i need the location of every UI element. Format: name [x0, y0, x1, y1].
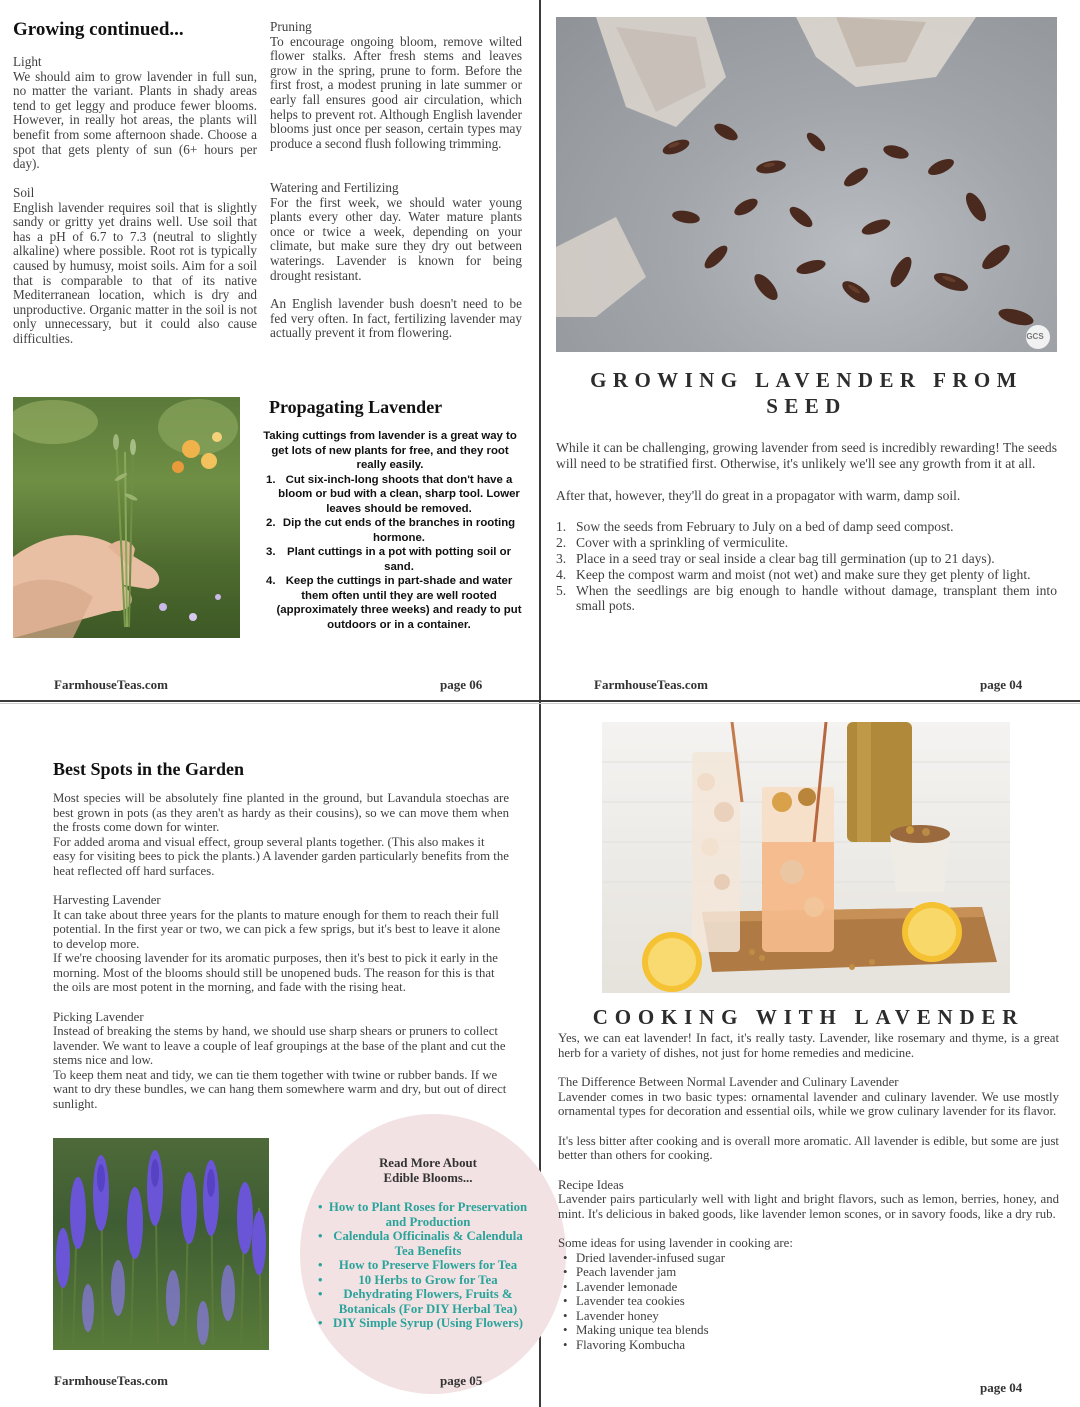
step-text: Keep the cuttings in part-shade and water them often until they are well rooted (approximately three weeks) and ready to put outdoors or in a container.	[276, 575, 522, 631]
seed-steps	[556, 519, 1057, 614]
bullet-icon: •	[318, 1272, 323, 1287]
step-number: 4.	[266, 575, 276, 587]
seed-step	[556, 519, 1057, 535]
best-spots-para-2: For added aroma and visual effect, group several plants together. (This also makes it easy for visiting bees to pick the plants.) A lavender garden particularly benefits from the heat reflected off hard surfaces.	[53, 834, 509, 878]
propagating-intro: Taking cuttings from lavender is a great way to get lots of new plants for free, and they root really easily.	[263, 430, 517, 471]
step-text: Cover with a sprinkling of vermiculite.	[576, 535, 789, 551]
footer-page-number: page 04	[980, 677, 1023, 692]
step-number: 3.	[266, 546, 276, 558]
propagating-step	[256, 473, 524, 517]
watering-text: For the first week, we should water young plants every other day. Water mature plants once or twice a week, depending on your climate, but make sure they dry out between waterings. Lavender is known for being drought resistant.	[270, 194, 522, 283]
link-text[interactable]: 10 Herbs to Grow for Tea	[358, 1272, 498, 1287]
step-text: Plant cuttings in a pot with potting soil or sand.	[287, 546, 511, 573]
read-more-link[interactable]	[318, 1272, 528, 1288]
pruning-heading: Pruning	[270, 19, 312, 34]
footer-site: FarmhouseTeas.com	[54, 677, 168, 692]
page-divider-horizontal-shadow	[0, 703, 1080, 704]
step-number: 2.	[556, 535, 567, 551]
read-more-box	[318, 1156, 528, 1331]
photo-watermark: GCS	[1026, 332, 1044, 341]
seed-section-title: GROWING LAVENDER FROM SEED	[590, 368, 1023, 418]
picking-heading: Picking Lavender	[53, 1009, 144, 1024]
link-text[interactable]: How to Plant Roses for Preservation and Production	[328, 1200, 528, 1229]
step-text: Cut six-inch-long shoots that don't have a bloom or bud with a clean, sharp tool. Lower leaves should be removed.	[278, 473, 520, 515]
propagating-step	[256, 574, 524, 632]
cooking-idea: • Dried lavender-infused sugar	[558, 1251, 1059, 1266]
cooking-idea: • Making unique tea blends	[558, 1323, 1059, 1338]
watering-heading: Watering and Fertilizing	[270, 180, 399, 195]
footer-page-number: page 06	[440, 677, 483, 692]
picking-para-1: Instead of breaking the stems by hand, we should use sharp shears or pruners to collect lavender. We want to leave a couple of leaf groupings at the base of the plant and cut the stems nice and low.	[53, 1024, 506, 1067]
bullet-icon: •	[318, 1316, 323, 1330]
link-text[interactable]: Calendula Officinalis & Calendula Tea Benefits	[333, 1229, 523, 1258]
pruning-section	[270, 20, 522, 151]
page-divider-horizontal	[0, 700, 1080, 702]
recipe-heading: Recipe Ideas	[558, 1177, 624, 1192]
harvesting-heading: Harvesting Lavender	[53, 893, 161, 907]
step-text: Sow the seeds from February to July on a bed of damp seed compost.	[576, 519, 954, 535]
propagating-heading: Propagating Lavender	[269, 397, 443, 417]
propagating-steps	[256, 473, 524, 633]
step-number: 3.	[556, 550, 567, 566]
soil-heading: Soil	[13, 185, 35, 200]
fertilizing-text: An English lavender bush doesn't need to be fed very often. In fact, fertilizing lavender may actually prevent it from flowering.	[270, 296, 522, 341]
step-number: 2.	[266, 517, 276, 529]
harvesting-para-2: If we're choosing lavender for its aromatic purposes, then it's best to pick it early in the morning. Most of the blooms should still be unopened buds. The reason for this is that the oils are most potent in the morning, and fade with the rising heat.	[53, 951, 498, 994]
cooking-idea: • Lavender lemonade	[558, 1280, 1059, 1295]
soil-section	[13, 186, 257, 347]
lavender-field-photo	[53, 1138, 269, 1350]
bullet-icon: •	[318, 1258, 323, 1272]
seed-para-1: While it can be challenging, growing lavender from seed is incredibly rewarding! The seeds will need to be stratified first. Otherwise, it's unlikely we'll see any growth from it at all.	[556, 440, 1057, 471]
read-more-link[interactable]	[318, 1258, 528, 1273]
cooking-idea: • Lavender tea cookies	[558, 1294, 1059, 1309]
lavender-seeds-photo	[556, 17, 1057, 352]
propagating-step	[256, 516, 524, 545]
best-spots-body	[53, 791, 509, 1111]
bitter-text: It's less bitter after cooking and is overall more aromatic. All lavender is edible, but some are just better than others for cooking.	[558, 1133, 1059, 1162]
link-text[interactable]: DIY Simple Syrup (Using Flowers)	[332, 1316, 524, 1330]
best-spots-para-1: Most species will be absolutely fine planted in the ground, but Lavandula stoechas are best grown in pots (as they aren't as hardy as their cousins), so we can move them when the frosts come down for winter.	[53, 791, 509, 834]
cooking-idea: • Peach lavender jam	[558, 1265, 1059, 1280]
footer-page-number: page 04	[980, 1380, 1023, 1395]
picking-para-2: To keep them neat and tidy, we can tie them together with twine or rubber bands. If we want to dry these bundles, we can hang them somewhere warm and dry, but out of direct sunlight.	[53, 1067, 507, 1111]
seed-step	[556, 535, 1057, 551]
read-more-link[interactable]	[318, 1229, 528, 1258]
recipe-text: Lavender pairs particularly well with light and bright flavors, such as lemon, berries, honey, and mint. It's delicious in baked goods, like lavender lemon scones, or in savory foods, like a dry rub.	[558, 1192, 1059, 1221]
seed-para-2: After that, however, they'll do great in a propagator with warm, damp soil.	[556, 487, 961, 503]
read-more-title: Read More About Edible Blooms...	[379, 1156, 477, 1185]
read-more-links	[318, 1200, 528, 1331]
read-more-link[interactable]	[318, 1287, 528, 1316]
soil-text: English lavender requires soil that is slightly sandy or gritty yet drains well. Use soil that has a pH of 6.7 to 7.3 (neutral to slightly alkaline) where possible. Root rot is typically caused by humusy, moist soils. Aim for a soil that is comparable to that of its native Mediterranean location, which is dry and unproductive. Organic matter in the soil is not only unnecessary, but it could also cause difficulties.	[13, 199, 257, 346]
seed-step	[556, 583, 1057, 615]
step-number: 4.	[556, 566, 567, 582]
read-more-link[interactable]	[318, 1200, 528, 1229]
seed-step	[556, 567, 1057, 583]
step-number: 5.	[556, 582, 567, 598]
difference-text: Lavender comes in two basic types: ornamental lavender and culinary lavender. We use mostly ornamental types for decoration and essential oils, while we grow culinary lavender for its flavor.	[558, 1089, 1059, 1118]
cooking-section-title: COOKING WITH LAVENDER	[592, 1005, 1025, 1029]
best-spots-heading: Best Spots in the Garden	[53, 759, 245, 779]
footer-site: FarmhouseTeas.com	[54, 1373, 168, 1388]
cooking-intro: Yes, we can eat lavender! In fact, it's really tasty. Lavender, like rosemary and thyme, is a great herb for a variety of dishes, not just for home remedies and medicine.	[558, 1031, 1059, 1060]
link-text[interactable]: How to Preserve Flowers for Tea	[338, 1258, 518, 1272]
light-section	[13, 55, 257, 172]
light-text: We should aim to grow lavender in full sun, no matter the variant. Plants in shady areas tend to get leggy and produce fewer blooms. However, in really hot areas, the plants will benefit from some afternoon shade. Choose a spot that gets plenty of sun (6+ hours per day).	[13, 68, 257, 172]
cooking-body	[558, 1031, 1059, 1352]
harvesting-para-1: It can take about three years for the plants to mature enough for them to reach their full potential. In the first year or two, we can pick a few sprigs, but it's best to leave it alone to develop more.	[53, 907, 501, 951]
pruning-text: To encourage ongoing bloom, remove wilted flower stalks. After fresh stems and leaves grow in the spring, prune to form. Before the first frost, a modest pruning in late summer or early fall ensures good air circulation, which helps to prevent rot. Although English lavender blooms just once per season, certain types may produce a second flush following trimming.	[270, 33, 522, 151]
footer-page-number: page 05	[440, 1373, 483, 1388]
propagating-step	[256, 545, 524, 574]
cooking-ideas-list	[558, 1251, 1059, 1353]
light-heading: Light	[13, 54, 42, 69]
step-text: Dip the cut ends of the branches in rooting hormone.	[282, 517, 516, 544]
footer-site: FarmhouseTeas.com	[594, 677, 708, 692]
read-more-link[interactable]	[318, 1316, 528, 1331]
watering-section	[270, 181, 522, 341]
cooking-idea: • Flavoring Kombucha	[558, 1338, 1059, 1353]
step-text: Keep the compost warm and moist (not wet) and make sure they get plenty of light.	[576, 566, 1031, 582]
bullet-icon: •	[318, 1200, 323, 1214]
page-title: Growing continued...	[13, 19, 184, 40]
lavender-drinks-photo	[602, 722, 1010, 993]
step-number: 1.	[556, 519, 567, 535]
ideas-intro: Some ideas for using lavender in cooking are:	[558, 1236, 793, 1250]
seed-step	[556, 551, 1057, 567]
bullet-icon: •	[318, 1287, 323, 1301]
propagating-block	[256, 429, 524, 632]
step-text: Place in a seed tray or seal inside a clear bag till germination (up to 21 days).	[576, 550, 995, 566]
step-text: When the seedlings are big enough to handle without damage, transplant them into small pots.	[576, 582, 1057, 614]
seed-body	[556, 440, 1057, 614]
step-number: 1.	[266, 473, 276, 486]
cooking-idea: • Lavender honey	[558, 1309, 1059, 1324]
bullet-icon: •	[318, 1229, 323, 1243]
lavender-cuttings-photo	[13, 397, 240, 638]
link-text[interactable]: Dehydrating Flowers, Fruits & Botanicals (For DIY Herbal Tea)	[338, 1287, 518, 1316]
difference-heading: The Difference Between Normal Lavender and Culinary Lavender	[558, 1075, 899, 1089]
